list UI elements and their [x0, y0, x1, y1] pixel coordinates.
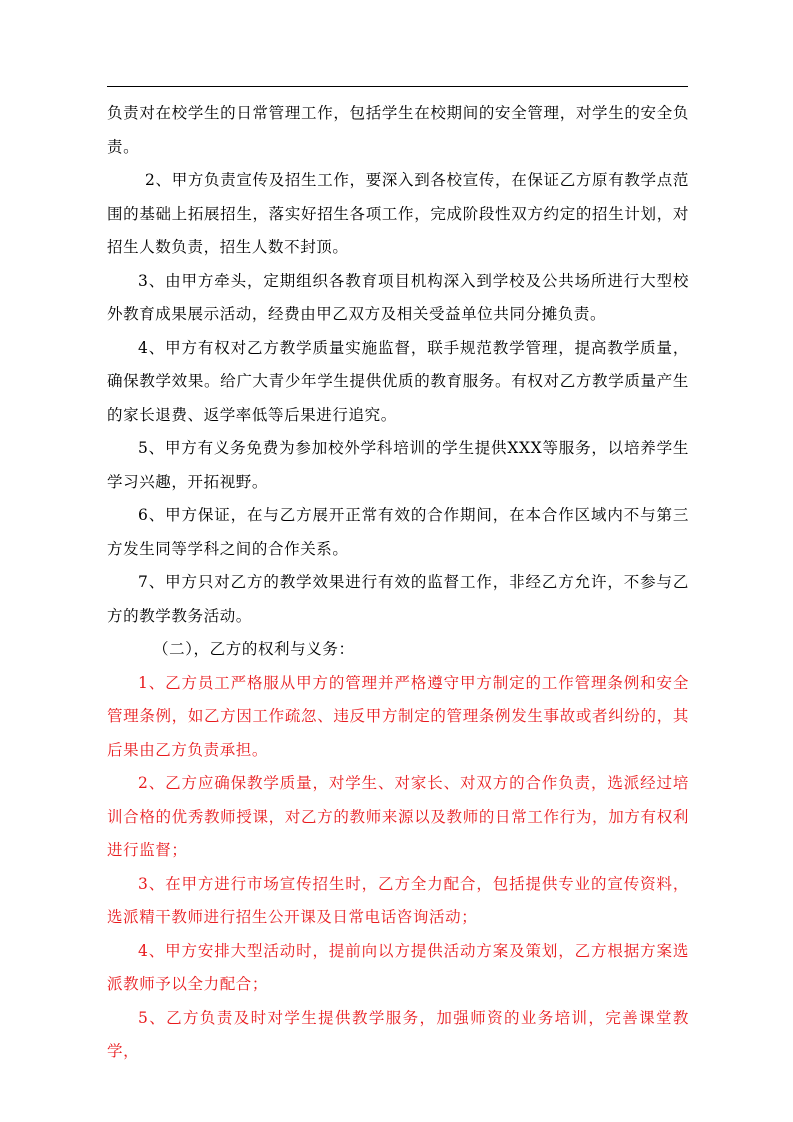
paragraph-party-b-4: 4、甲方安排大型活动时，提前向以方提供活动方案及策划，乙方根据方案选派教师予以全力配合； [107, 941, 689, 993]
paragraph-continuation: 负责对在校学生的日常管理工作，包括学生在校期间的安全管理，对学生的安全负责。 [107, 104, 689, 156]
paragraph-party-a-7: 7、甲方只对乙方的教学效果进行有效的监督工作，非经乙方允许，不参与乙方的教学教务活动。 [107, 573, 689, 625]
paragraph-party-b-3: 3、在甲方进行市场宣传招生时，乙方全力配合，包括提供专业的宣传资料，选派精干教师进行招生公开课及日常电话咨询活动； [107, 874, 689, 926]
section-heading-party-b: （二），乙方的权利与义务： [153, 640, 355, 658]
paragraph-party-b-1: 1、乙方员工严格服从甲方的管理并严格遵守甲方制定的工作管理条例和安全管理条例，如乙方因工作疏忽、违反甲方制定的管理条例发生事故或者纠纷的，其后果由乙方负责承担。 [107, 673, 689, 759]
paragraph-party-a-3: 3、由甲方牵头，定期组织各教育项目机构深入到学校及公共场所进行大型校外教育成果展示活动，经费由甲乙双方及相关受益单位共同分摊负责。 [107, 271, 689, 323]
paragraph-party-a-6: 6、甲方保证，在与乙方展开正常有效的合作期间，在本合作区域内不与第三方发生同等学科之间的合作关系。 [107, 506, 689, 558]
document-body [107, 97, 689, 1069]
paragraph-party-a-4: 4、甲方有权对乙方教学质量实施监督，联手规范教学管理，提高教学质量，确保教学效果。给广大青少年学生提供优质的教育服务。有权对乙方教学质量产生的家长退费、返学率低等后果进行追究。 [107, 338, 689, 424]
paragraph-party-a-2: 2、甲方负责宣传及招生工作，要深入到各校宣传，在保证乙方原有教学点范围的基础上拓展招生，落实好招生各项工作，完成阶段性双方约定的招生计划，对招生人数负责，招生人数不封顶。 [107, 171, 689, 256]
paragraph-party-b-2: 2、乙方应确保教学质量，对学生、对家长、对双方的合作负责，选派经过培训合格的优秀教师授课，对乙方的教师来源以及教师的日常工作行为，加方有权利进行监督； [107, 774, 689, 859]
header-rule [107, 86, 688, 87]
paragraph-party-a-5: 5、甲方有义务免费为参加校外学科培训的学生提供XXX等服务，以培养学生学习兴趣，开拓视野。 [107, 439, 689, 491]
paragraph-party-b-5: 5、乙方负责及时对学生提供教学服务，加强师资的业务培训，完善课堂教学， [107, 1008, 689, 1060]
